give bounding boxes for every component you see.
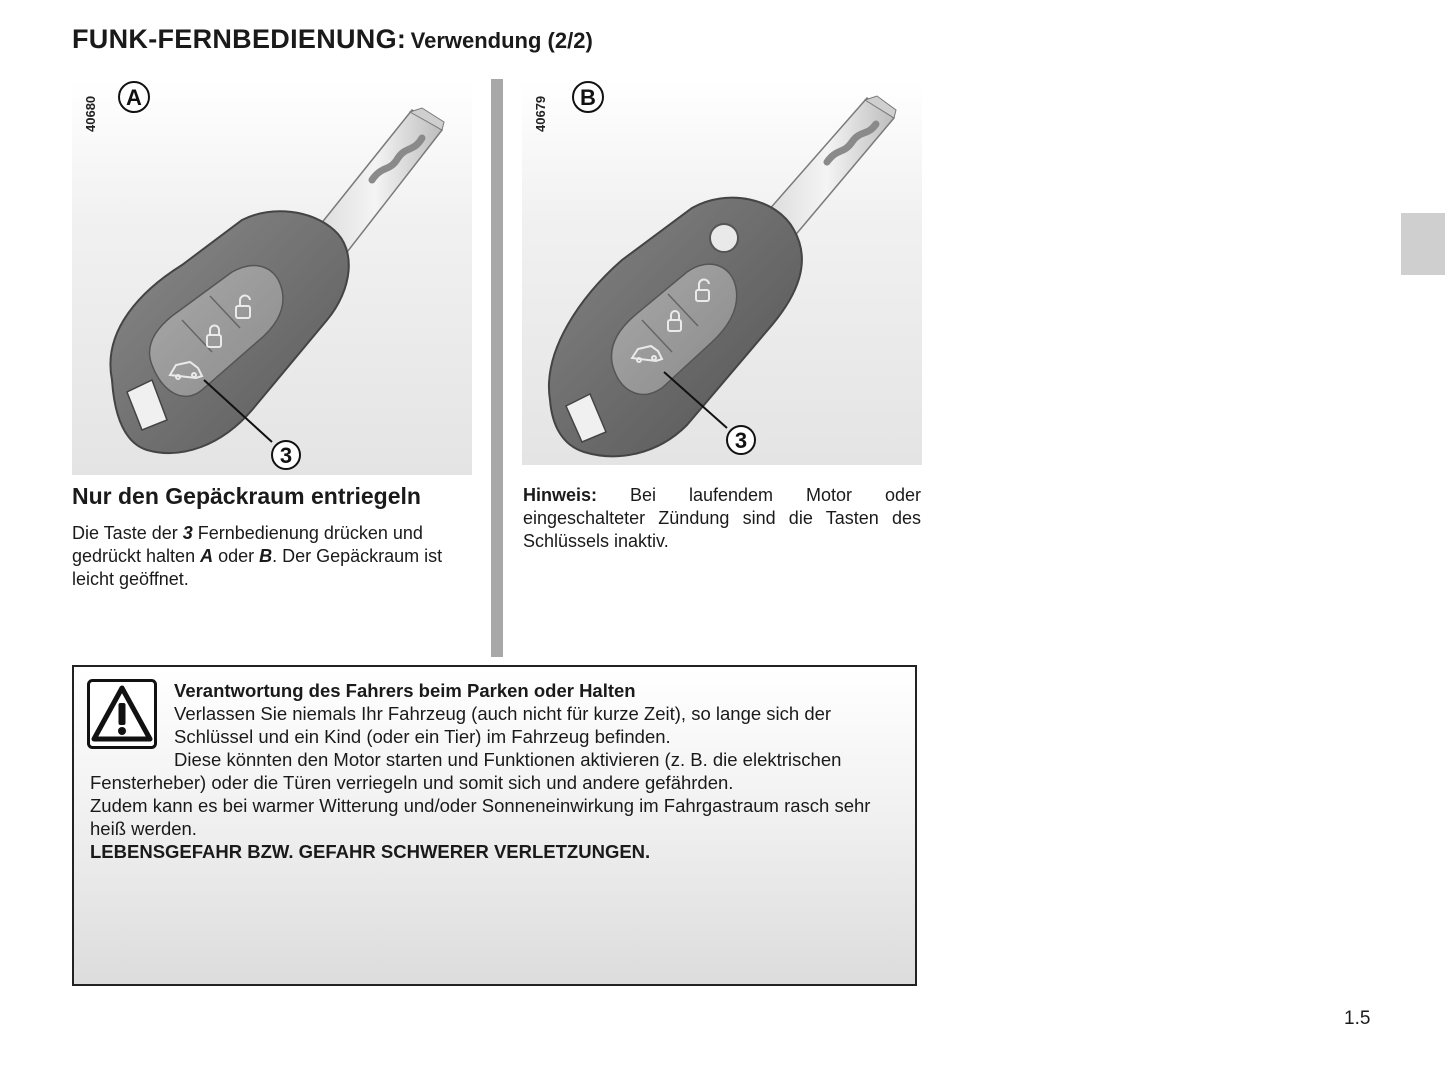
column-divider: [491, 79, 503, 657]
icon-spacer: [90, 679, 174, 771]
page-title: [72, 24, 593, 55]
warning-line: Verlassen Sie niemals Ihr Fahrzeug (auch nicht für kurze Zeit), so lange sich der Schlüssel und ein Kind (oder ein Tier) im Fahrzeug befinden.: [174, 703, 832, 747]
figure-letter: A: [126, 85, 142, 110]
figure-b: [522, 80, 922, 465]
figure-code: 40680: [83, 95, 98, 132]
warning-line: Zudem kann es bei warmer Witterung und/oder Sonneneinwirkung im Fahrgastraum rasch sehr heiß werden.: [90, 795, 871, 839]
note-label: Hinweis:: [523, 485, 598, 505]
chapter-tab: [1401, 213, 1445, 275]
warning-box: [72, 665, 917, 986]
figure-a: [72, 80, 472, 475]
note-text: [523, 484, 921, 553]
figure-letter: B: [580, 85, 596, 110]
callout-number: 3: [734, 428, 748, 453]
page-title-main: FUNK-FERNBEDIENUNG:: [72, 24, 407, 54]
key-a-illustration: [72, 80, 472, 475]
note-body: Bei laufendem Motor oder eingeschalteter Zündung sind die Tasten des Schlüssels inaktiv.: [523, 485, 921, 551]
page-title-sub: Verwendung (2/2): [410, 28, 593, 53]
text-part: Fernbedienung drücken und gedrückt halten: [72, 523, 423, 566]
callout-number: 3: [279, 443, 293, 468]
text-emphasis: A: [200, 546, 214, 566]
text-part: oder: [213, 546, 260, 566]
warning-text: [90, 679, 906, 863]
section-a-text: [72, 522, 470, 591]
key-b-illustration: [522, 80, 922, 465]
section-heading: Nur den Gepäckraum entriegeln: [72, 483, 421, 509]
warning-line: Diese könnten den Motor starten und Funktionen aktivieren (z. B. die elektrischen Fensterheber) oder die Türen verriegeln und somit sich und andere gefährden.: [90, 749, 842, 793]
text-part: Die Taste der: [72, 523, 183, 543]
page-number: 1.5: [1344, 1008, 1371, 1029]
text-emphasis: 3: [182, 523, 193, 543]
text-part: . Der Gepäckraum ist leicht geöffnet.: [72, 546, 443, 589]
figure-code: 40679: [533, 95, 548, 132]
flip-release-button: [710, 224, 738, 252]
warning-danger-line: LEBENSGEFAHR BZW. GEFAHR SCHWERER VERLETZUNGEN.: [90, 841, 651, 862]
warning-title: Verantwortung des Fahrers beim Parken oder Halten: [174, 680, 636, 701]
text-emphasis: B: [259, 546, 273, 566]
